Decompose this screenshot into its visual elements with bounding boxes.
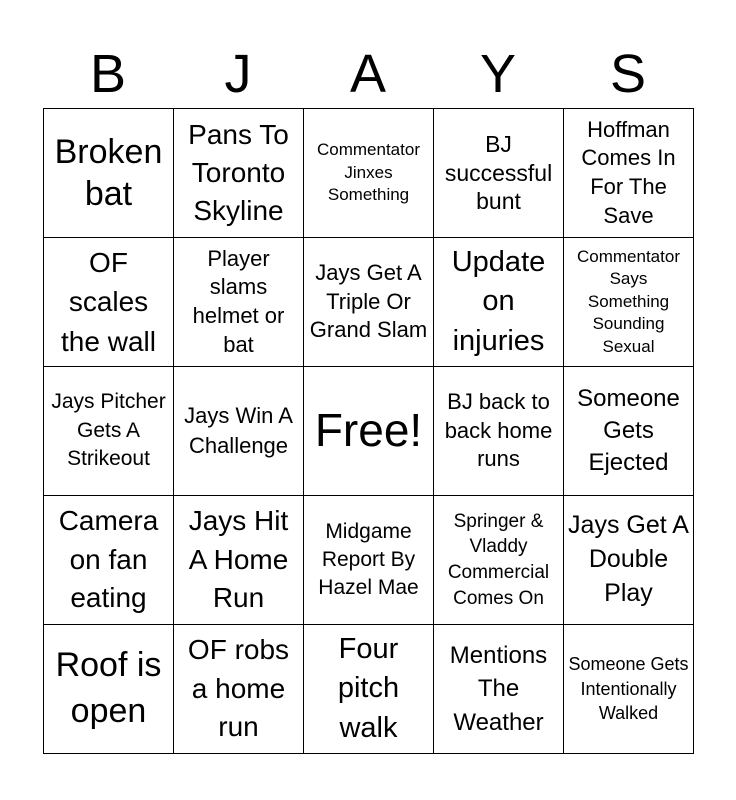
bingo-row: [44, 238, 694, 367]
bingo-cell[interactable]: [564, 496, 694, 625]
bingo-cell[interactable]: [174, 109, 304, 238]
bingo-cell[interactable]: [434, 625, 564, 754]
bingo-cell[interactable]: [434, 367, 564, 496]
bingo-cell-text: Midgame Report By Hazel Mae: [318, 520, 419, 599]
free-space-cell[interactable]: [304, 367, 434, 496]
bingo-cell-text: Broken bat: [54, 132, 163, 213]
bingo-cell-text: Commentator Says Something Sounding Sexual: [577, 246, 680, 356]
header-letter-s: S: [609, 44, 647, 104]
bingo-cell-text: Update on injuries: [451, 246, 546, 357]
bingo-cell-text: Pans To Toronto Skyline: [188, 119, 289, 226]
bingo-cell[interactable]: [564, 367, 694, 496]
bingo-board: [43, 108, 694, 754]
bingo-cell-text: Mentions The Weather: [449, 641, 548, 736]
bingo-cell[interactable]: [564, 625, 694, 754]
bingo-cell[interactable]: [434, 238, 564, 367]
bingo-cell[interactable]: [304, 496, 434, 625]
bingo-cell-text: Four pitch walk: [337, 633, 400, 744]
bingo-cell[interactable]: [564, 238, 694, 367]
bingo-cell[interactable]: [44, 238, 174, 367]
bingo-row: [44, 109, 694, 238]
bingo-cell-text: Roof is open: [55, 646, 162, 730]
bingo-cell[interactable]: [174, 238, 304, 367]
bingo-cell-text: Jays Pitcher Gets A Strikeout: [51, 390, 166, 471]
bingo-cell[interactable]: [564, 109, 694, 238]
bingo-cell-text: Camera on fan eating: [58, 505, 159, 614]
bingo-cell-text: Jays Get A Triple Or Grand Slam: [309, 260, 428, 343]
bingo-cell[interactable]: [304, 238, 434, 367]
bingo-cell-text: Free!: [314, 404, 423, 457]
bingo-cell-text: Hoffman Comes In For The Save: [581, 116, 676, 228]
bingo-cell[interactable]: [44, 496, 174, 625]
bingo-cell-text: Commentator Jinxes Something: [317, 139, 420, 205]
bingo-cell[interactable]: [174, 625, 304, 754]
bingo-cell-text: Someone Gets Ejected: [577, 385, 680, 476]
bingo-cell[interactable]: [174, 496, 304, 625]
bingo-cell-text: BJ successful bunt: [444, 130, 553, 215]
bingo-cell-text: Someone Gets Intentionally Walked: [568, 653, 689, 724]
bingo-header: [43, 40, 693, 108]
bingo-cell-text: OF scales the wall: [61, 247, 156, 357]
bingo-cell-text: OF robs a home run: [187, 634, 290, 743]
bingo-cell-text: BJ back to back home runs: [444, 389, 553, 472]
bingo-cell[interactable]: [174, 367, 304, 496]
bingo-row: [44, 625, 694, 754]
bingo-cell-text: Jays Hit A Home Run: [188, 505, 289, 614]
bingo-cell-text: Player slams helmet or bat: [192, 245, 285, 357]
bingo-cell[interactable]: [304, 625, 434, 754]
header-letter-b: B: [89, 44, 127, 104]
header-letter-j: J: [224, 44, 252, 104]
bingo-cell-text: Jays Get A Double Play: [568, 511, 689, 607]
header-letter-a: A: [349, 44, 387, 104]
bingo-row: [44, 367, 694, 496]
bingo-cell[interactable]: [44, 367, 174, 496]
bingo-cell[interactable]: [304, 109, 434, 238]
bingo-cell[interactable]: [44, 109, 174, 238]
bingo-cell[interactable]: [44, 625, 174, 754]
bingo-cell[interactable]: [434, 496, 564, 625]
bingo-cell-text: Jays Win A Challenge: [184, 403, 293, 458]
bingo-cell-text: Springer & Vladdy Commercial Comes On: [447, 510, 550, 609]
header-letter-y: Y: [479, 44, 517, 104]
bingo-row: [44, 496, 694, 625]
bingo-cell[interactable]: [434, 109, 564, 238]
